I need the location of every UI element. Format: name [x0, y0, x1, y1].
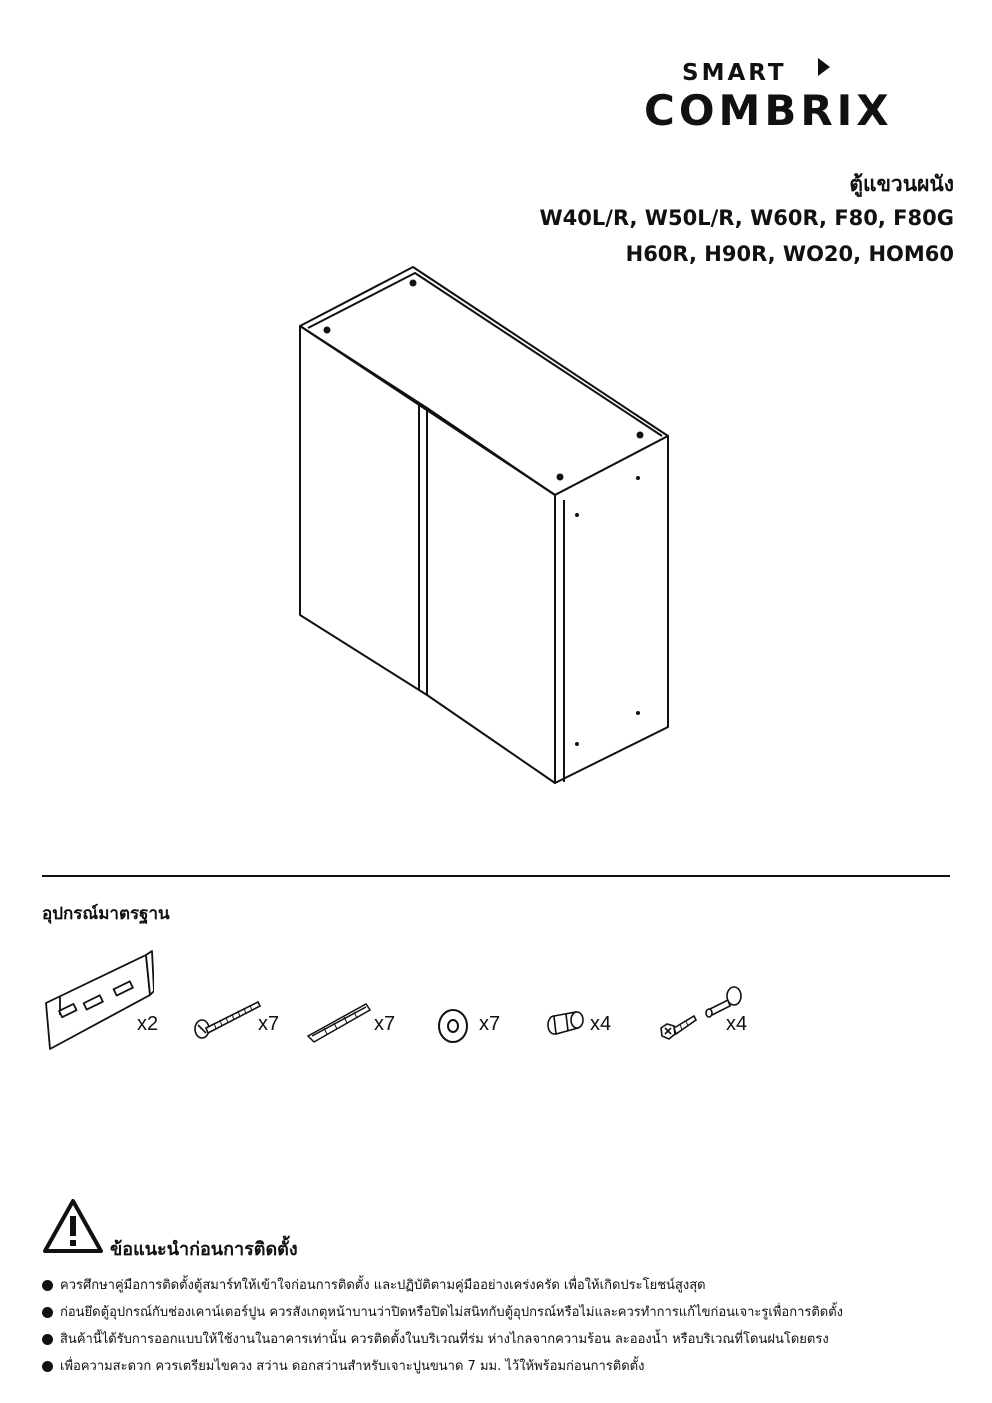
wall-cabinet-illustration [290, 260, 680, 790]
list-item [42, 1353, 952, 1380]
list-item [42, 1299, 952, 1326]
hardware-section-title: อุปกรณ์มาตรฐาน [42, 904, 170, 924]
bullet-icon [42, 1334, 53, 1345]
installation-advice-title: ข้อแนะนำก่อนการติดตั้ง [110, 1239, 298, 1260]
model-list-line-1: W40L/R, W50L/R, W60R, F80, F80G [539, 206, 954, 230]
washer-qty: x7 [479, 1013, 501, 1035]
section-divider [42, 875, 950, 877]
bullet-icon [42, 1361, 53, 1372]
wall-plug-icon [304, 998, 372, 1044]
wall-bracket-qty: x2 [137, 1013, 159, 1035]
screw-and-pin-qty: x4 [726, 1013, 748, 1035]
brand-smart-text: SMART [682, 60, 787, 86]
washer-icon [436, 1007, 470, 1045]
brand-combrix-text: COMBRIX [644, 86, 893, 135]
note-text: ควรศึกษาคู่มือการติดตั้งตู้สมาร์ทให้เข้าใจก่อนการติดตั้ง และปฏิบัติตามคู่มืออย่างเคร่งครัด เพื่อให้เกิดประโยชน์สูงสุด [60, 1278, 706, 1293]
wall-bracket-icon [42, 945, 154, 1055]
bullet-icon [42, 1307, 53, 1318]
connector-icon [544, 1008, 588, 1038]
product-name: ตู้แขวนผนัง [849, 172, 954, 196]
bolt-qty: x7 [258, 1013, 280, 1035]
bolt-icon [192, 998, 262, 1040]
brand-arrow-icon [818, 58, 830, 76]
connector-qty: x4 [590, 1013, 612, 1035]
warning-icon [42, 1198, 104, 1254]
installation-notes-list [42, 1272, 952, 1380]
list-item [42, 1272, 952, 1299]
note-text: ก่อนยึดตู้อุปกรณ์กับช่องเคาน์เตอร์ปูน ควรสังเกตุหน้าบานว่าปิดหรือปิดไม่สนิทกับตู้อุปกรณ์หรือไม่และควรทำการแก้ไขก่อนเจาะรูเพื่อการติดตั้ง [60, 1305, 844, 1320]
brand-logo [644, 56, 954, 136]
model-list-line-2: H60R, H90R, WO20, HOM60 [625, 242, 954, 266]
wall-plug-qty: x7 [374, 1013, 396, 1035]
product-heading [540, 168, 954, 272]
note-text: เพื่อความสะดวก ควรเตรียมไขควง สว่าน ดอกสว่านสำหรับเจาะปูนขนาด 7 มม. ไว้ให้พร้อมก่อนการติดตั้ง [60, 1359, 645, 1374]
bullet-icon [42, 1280, 53, 1291]
list-item [42, 1326, 952, 1353]
note-text: สินค้านี้ได้รับการออกแบบให้ใช้งานในอาคารเท่านั้น ควรติดตั้งในบริเวณที่ร่ม ห่างไกลจากความร้อน ละอองน้ำ หรือบริเวณที่โดนฝนโดยตรง [60, 1332, 829, 1347]
